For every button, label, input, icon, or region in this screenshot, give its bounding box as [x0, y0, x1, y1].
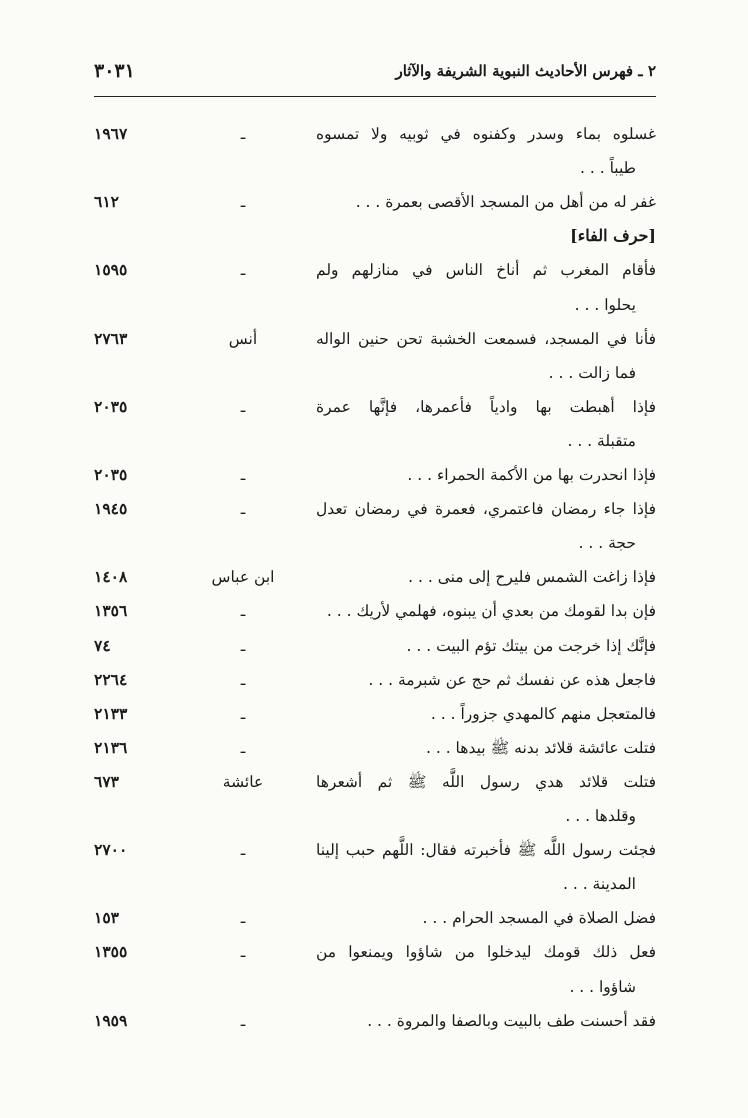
index-entry	[94, 390, 656, 424]
reference-number: ٢٧٦٣	[94, 328, 128, 348]
index-entry	[94, 185, 656, 219]
index-entry-continuation	[94, 356, 656, 390]
narrator: ـ	[240, 943, 246, 962]
hadith-text: فما زالت . . .	[548, 363, 636, 382]
index-entry	[94, 1004, 656, 1038]
reference-number: ٦١٢	[94, 192, 119, 212]
reference-number: ١٩٦٧	[94, 124, 128, 143]
page-header	[94, 52, 656, 97]
index-entry-continuation	[94, 288, 656, 322]
index-entry-continuation	[94, 526, 656, 560]
hadith-text: غسلوه بماء وسدر وكفنوه في ثوبيه ولا تمسوه	[316, 125, 656, 143]
reference-number: ١٥٣	[94, 908, 119, 928]
reference-number: ٢٢٦٤	[94, 669, 128, 689]
reference-number: ٢٧٠٠	[94, 840, 128, 860]
narrator: ـ	[240, 1011, 246, 1030]
hadith-text: متقبلة . . .	[567, 431, 636, 450]
hadith-text: فإنَّك إذا خرجت من بيتك تؤم البيت . . .	[406, 636, 656, 655]
narrator: ـ	[240, 670, 246, 689]
index-entry	[94, 765, 656, 799]
reference-number: ١٤٠٨	[94, 567, 128, 587]
index-entry-continuation	[94, 151, 656, 185]
hadith-text: وقلدها . . .	[565, 807, 636, 825]
reference-number: ٧٤	[94, 635, 111, 655]
narrator: ـ	[240, 397, 246, 416]
index-entry	[94, 697, 656, 731]
narrator: ـ	[240, 466, 246, 484]
index-entry	[94, 901, 656, 935]
section-title: [حرف الفاء]	[570, 226, 656, 246]
reference-number: ٢١٣٣	[94, 703, 128, 723]
reference-number: ١٩٥٩	[94, 1010, 128, 1030]
index-entry-continuation	[94, 424, 656, 458]
index-entry	[94, 594, 656, 628]
narrator: ـ	[240, 738, 246, 757]
index-entry	[94, 731, 656, 765]
hadith-text: فإذا جاء رمضان فاعتمري، فعمرة في رمضان تعدل	[316, 500, 656, 519]
hadith-text: فإذا زاغت الشمس فليرح إلى منى . . .	[408, 568, 656, 587]
hadith-text: فجئت رسول اللَّه ﷺ فأخبرته فقال: اللَّهم حبب إلينا	[316, 841, 656, 860]
hadith-text: فقد أحسنت طف بالبيت وبالصفا والمروة . . .	[367, 1011, 656, 1030]
hadith-text: فإذا أهبطت بها وادياً فأعمرها، فإنَّها عمرة	[316, 397, 656, 416]
narrator: ـ	[240, 193, 246, 212]
hadith-text: فضل الصلاة في المسجد الحرام . . .	[422, 909, 656, 928]
hadith-text: غفر له من أهل من المسجد الأقصى بعمرة . . .	[355, 193, 656, 212]
reference-number: ٢٠٣٥	[94, 396, 128, 416]
narrator: عائشة	[222, 772, 264, 791]
reference-number: ١٥٩٥	[94, 260, 128, 280]
hadith-text: المدينة . . .	[563, 875, 636, 894]
hadith-text: فتلت عائشة قلائد بدنه ﷺ بيدها . . .	[426, 738, 656, 757]
hadith-text: فأقام المغرب ثم أناخ الناس في منازلهم ولم	[316, 261, 656, 280]
index-entry-continuation	[94, 970, 656, 1004]
narrator: ـ	[240, 909, 246, 928]
narrator: ـ	[240, 125, 246, 143]
hadith-text: فتلت قلائد هدي رسول اللَّه ﷺ ثم أشعرها	[316, 772, 656, 791]
index-entry-continuation	[94, 867, 656, 901]
hadith-text: فإن بدا لقومك من بعدي أن يبنوه، فهلمي لأريك . . .	[326, 602, 656, 621]
narrator: ـ	[240, 602, 246, 621]
reference-number: ٢٠٣٥	[94, 465, 128, 484]
narrator: ـ	[240, 841, 246, 860]
narrator: ـ	[240, 636, 246, 655]
hadith-text: طيباً . . .	[580, 159, 636, 178]
reference-number: ٦٧٣	[94, 771, 119, 791]
hadith-text: فالمتعجل منهم كالمهدي جزوراً . . .	[430, 704, 656, 723]
narrator: أنس	[228, 329, 258, 348]
index-entry	[94, 629, 656, 663]
narrator: ـ	[240, 261, 246, 280]
index-entry	[94, 560, 656, 594]
index-entry	[94, 458, 656, 492]
index-entry	[94, 117, 656, 151]
section-heading	[94, 219, 656, 253]
narrator: ابن عباس	[211, 568, 275, 587]
hadith-text: يحلوا . . .	[574, 295, 636, 314]
index-entry	[94, 833, 656, 867]
hadith-text: فإذا انحدرت بها من الأكمة الحمراء . . .	[407, 466, 656, 484]
narrator: ـ	[240, 704, 246, 723]
index-entry-continuation	[94, 799, 656, 833]
index-entry	[94, 253, 656, 287]
index-entry	[94, 935, 656, 969]
reference-number: ٢١٣٦	[94, 737, 128, 757]
hadith-text: شاؤوا . . .	[569, 977, 636, 996]
page-number: ٣٠٣١	[94, 60, 135, 82]
narrator: ـ	[240, 500, 246, 519]
hadith-text: فأنا في المسجد، فسمعت الخشبة تحن حنين الواله	[316, 329, 656, 348]
reference-number: ١٩٤٥	[94, 499, 128, 519]
index-entry	[94, 663, 656, 697]
reference-number: ١٣٥٥	[94, 942, 128, 962]
hadith-text: فاجعل هذه عن نفسك ثم حج عن شبرمة . . .	[368, 670, 656, 689]
hadith-text: حجة . . .	[578, 534, 636, 553]
running-title: ٢ ـ فهرس الأحاديث النبوية الشريفة والآثار	[395, 62, 656, 80]
index-entry	[94, 492, 656, 526]
reference-number: ١٣٥٦	[94, 601, 128, 621]
hadith-text: فعل ذلك قومك ليدخلوا من شاؤوا ويمنعوا من	[316, 943, 656, 962]
index-entry	[94, 322, 656, 356]
